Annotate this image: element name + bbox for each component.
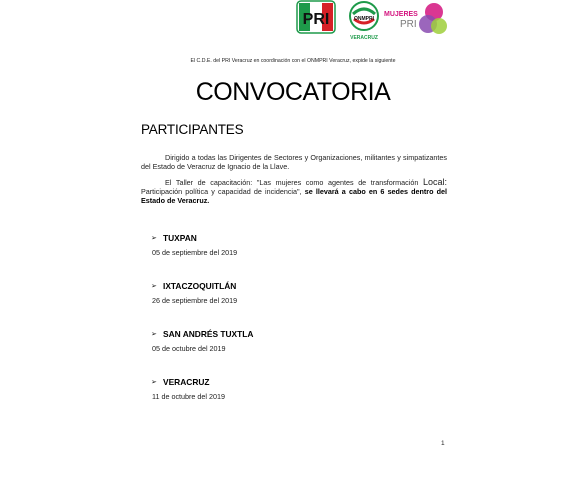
workshop-bold-text: se llevará a cabo en 6 sedes dentro del Estado de Veracruz.	[141, 187, 447, 205]
pri-logo-text: PRI	[302, 11, 330, 28]
venue-name: TUXPAN	[163, 233, 197, 243]
onmpri-logo	[346, 0, 382, 42]
venue-name: VERACRUZ	[163, 377, 210, 387]
venue-item	[151, 329, 254, 353]
document-title: CONVOCATORIA	[195, 78, 391, 106]
venue-date: 05 de septiembre del 2019	[152, 248, 238, 257]
arrowhead-icon: ➢	[151, 331, 157, 338]
arrowhead-icon: ➢	[151, 379, 157, 386]
onmpri-logo-text: ONMPRI	[354, 16, 374, 22]
venue-date: 26 de septiembre del 2019	[152, 296, 238, 305]
workshop-text-b: Participación política y capacidad de incidencia",	[141, 187, 305, 196]
onmpri-logo-subtext: VERACRUZ	[350, 35, 378, 41]
arrowhead-icon: ➢	[151, 283, 157, 290]
workshop-text-a: El Taller de capacitación: "Las mujeres como agentes de transformación	[165, 178, 423, 187]
header-logos	[296, 0, 456, 44]
mujeres-pri-logo	[384, 0, 448, 38]
pri-logo	[296, 0, 336, 34]
mujeres-logo-line1: MUJERES	[384, 11, 418, 18]
venue-date: 05 de octubre del 2019	[152, 344, 226, 353]
venue-item	[151, 233, 238, 257]
mujeres-logo-line2: PRI	[400, 19, 417, 30]
venue-name: IXTACZOQUITLÁN	[163, 281, 237, 291]
venue-date: 11 de octubre del 2019	[152, 392, 225, 401]
intro-line: El C.D.E. del PRI Veracruz en coordinación con el ONMPRI Veracruz, expide la siguiente	[190, 58, 396, 64]
paragraph-participants: Dirigido a todas las Dirigentes de Sectores y Organizaciones, militantes y simpatizantes del Estado de Veracruz de Ignacio de la Llave.	[141, 153, 447, 171]
venue-name: SAN ANDRÉS TUXTLA	[163, 329, 254, 339]
venue-item	[151, 281, 238, 305]
page-number: 1	[441, 440, 445, 447]
workshop-local-word: Local:	[422, 177, 447, 187]
venue-item	[151, 377, 225, 401]
section-heading: PARTICIPANTES	[141, 122, 244, 137]
paragraph-workshop	[141, 178, 447, 205]
arrowhead-icon: ➢	[151, 235, 157, 242]
